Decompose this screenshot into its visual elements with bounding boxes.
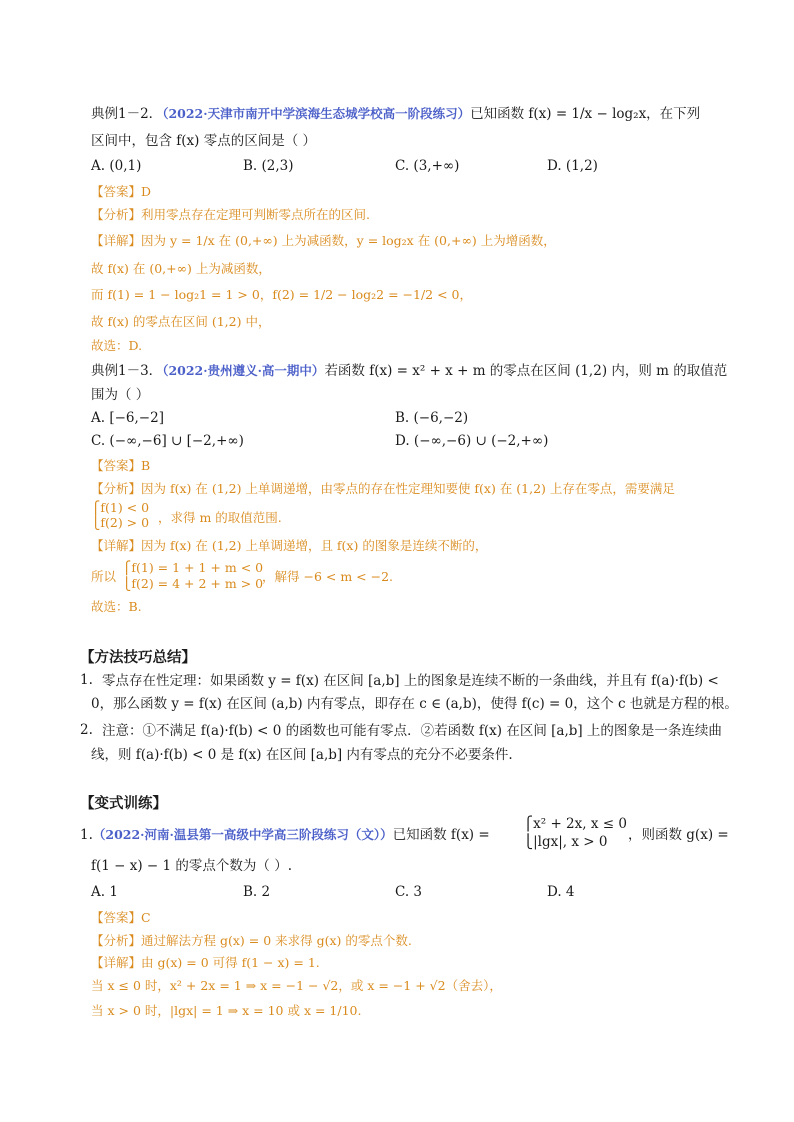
training-q1-detail-1: 【详解】由 g(x) = 0 可得 f(1 − x) = 1. bbox=[91, 955, 320, 970]
methods-item1-line2: 0，那么函数 y = f(x) 在区间 (a,b) 内有零点，即存在 c ∈ (a,b)，使得 f(c) = 0，这个 c 也就是方程的根。 bbox=[91, 696, 738, 712]
training-q1-choice-a: A. 1 bbox=[91, 884, 118, 900]
example-1-2-choice-c: C. (3,+∞) bbox=[395, 158, 460, 174]
training-q1-choice-d: D. 4 bbox=[547, 884, 575, 900]
example-1-2-detail-3: 而 f(1) = 1 − log₂1 = 1 > 0，f(2) = 1/2 − log₂2 = −1/2 < 0， bbox=[91, 287, 472, 302]
example-1-2-detail-2: 故 f(x) 在 (0,+∞) 上为减函数， bbox=[91, 261, 271, 276]
example-1-3-detail-1: 【详解】因为 f(x) 在 (1,2) 上单调递增，且 f(x) 的图象是连续不断的， bbox=[91, 538, 488, 553]
example-1-2-stem1: 已知函数 f(x) = 1/x − log₂x，在下列 bbox=[470, 106, 701, 122]
example-1-2-stem-line2: 区间中，包含 f(x) 零点的区间是（ ） bbox=[91, 133, 317, 149]
example-1-2-analysis: 【分析】利用零点存在定理可判断零点所在的区间. bbox=[91, 207, 370, 222]
example-1-3-analysis-1: 【分析】因为 f(x) 在 (1,2) 上单调递增，由零点的存在性定理知要使 f(x) 在 (1,2) 上存在零点，需要满足 bbox=[91, 481, 675, 496]
training-q1-stem-line2: f(1 − x) − 1 的零点个数为（ ）. bbox=[91, 858, 292, 874]
training-q1-detail-3: 当 x > 0 时，|lgx| = 1 ⇒ x = 10 或 x = 1/10. bbox=[91, 1003, 362, 1018]
methods-item2-line1: 注意：①不满足 f(a)·f(b) < 0 的函数也可能有零点．②若函数 f(x) 在区间 [a,b] 上的图象是一条连续曲 bbox=[102, 723, 722, 739]
training-q1-analysis: 【分析】通过解法方程 g(x) = 0 来求得 g(x) 的零点个数. bbox=[91, 933, 412, 948]
example-1-2-choice-a: A. (0,1) bbox=[91, 158, 142, 174]
example-1-3-answer: 【答案】B bbox=[91, 458, 151, 473]
training-q1-choice-b: B. 2 bbox=[243, 884, 271, 900]
example-1-3-choice-d: D. (−∞,−6) ∪ (−2,+∞) bbox=[395, 433, 549, 449]
training-q1-choice-c: C. 3 bbox=[395, 884, 423, 900]
methods-item1-line1: 零点存在性定理：如果函数 y = f(x) 在区间 [a,b] 上的图象是连续不断的一条曲线，并且有 f(a)·f(b) < bbox=[102, 673, 719, 689]
example-1-2-detail-1: 【详解】因为 y = 1/x 在 (0,+∞) 上为减函数，y = log₂x 在 (0,+∞) 上为增函数， bbox=[91, 233, 556, 248]
example-1-3-analysis-system-2: ⎩f(2) > 0 bbox=[91, 515, 150, 530]
example-1-2-answer: 【答案】D bbox=[91, 184, 152, 199]
training-q1-piece-1: ⎧x² + 2x, x ≤ 0 bbox=[523, 816, 627, 832]
training-q1-stem-line1 bbox=[80, 826, 490, 844]
example-1-3-stem-line2: 围为（ ） bbox=[91, 387, 150, 403]
example-1-2-choice-d: D. (1,2) bbox=[547, 158, 598, 174]
example-1-3-choice-b: B. (−6,−2) bbox=[395, 410, 469, 426]
example-1-3-choice-a: A. [−6,−2] bbox=[91, 410, 164, 426]
methods-item2-number: 2. bbox=[80, 722, 93, 738]
training-q1-number: 1. bbox=[80, 827, 93, 843]
training-q1-piece-2: ⎩|lgx|, x > 0 bbox=[523, 834, 608, 850]
example-1-3-detail-2: ，解得 −6 < m < −2. bbox=[262, 569, 393, 584]
training-q1-answer: 【答案】C bbox=[91, 910, 151, 925]
training-q1-detail-2: 当 x ≤ 0 时，x² + 2x = 1 ⇒ x = −1 − √2，或 x = −1 + √2（舍去）， bbox=[91, 978, 502, 993]
example-1-3-analysis-2: ，求得 m 的取值范围. bbox=[158, 510, 282, 525]
example-1-3-detail-3: 故选：B. bbox=[91, 599, 142, 614]
methods-heading: 【方法技巧总结】 bbox=[80, 650, 196, 666]
training-q1-source: （2022·河南·温县第一高级中学高三阶段练习（文）） bbox=[92, 827, 393, 842]
methods-item1-number: 1. bbox=[80, 672, 93, 688]
example-1-2-source: （2022·天津市南开中学滨海生态城学校高一阶段练习） bbox=[162, 106, 471, 121]
example-1-3-stem-line1 bbox=[91, 362, 727, 380]
example-1-3-stem1: 若函数 f(x) = x² + x + m 的零点在区间 (1,2) 内，则 m 的取值范 bbox=[324, 363, 728, 379]
example-1-3-analysis-system-1: ⎧f(1) < 0 bbox=[91, 500, 150, 515]
example-1-2-choice-b: B. (2,3) bbox=[243, 158, 294, 174]
example-1-3-prefix: 典例1－3． bbox=[91, 363, 163, 379]
example-1-2-prefix: 典例1－2． bbox=[91, 106, 163, 122]
training-q1-stem1: 已知函数 f(x) = bbox=[392, 827, 490, 843]
example-1-3-detail-2-prefix: 所以 bbox=[91, 569, 117, 584]
example-1-2-stem-line1 bbox=[91, 105, 700, 123]
methods-item2-line2: 线，则 f(a)·f(b) < 0 是 f(x) 在区间 [a,b] 内有零点的充分不必要条件. bbox=[91, 747, 513, 763]
example-1-2-detail-5: 故选：D. bbox=[91, 338, 143, 353]
training-heading: 【变式训练】 bbox=[80, 796, 167, 812]
example-1-3-choice-c: C. (−∞,−6] ∪ [−2,+∞) bbox=[91, 433, 244, 449]
example-1-3-detail-system-2: ⎩f(2) = 4 + 2 + m > 0 bbox=[122, 576, 264, 591]
example-1-3-detail-system-1: ⎧f(1) = 1 + 1 + m < 0 bbox=[122, 560, 264, 575]
example-1-2-detail-4: 故 f(x) 的零点在区间 (1,2) 中， bbox=[91, 314, 271, 329]
example-1-3-source: （2022·贵州遵义·高一期中） bbox=[162, 363, 325, 378]
training-q1-stem1b: ，则函数 g(x) = bbox=[628, 827, 729, 843]
